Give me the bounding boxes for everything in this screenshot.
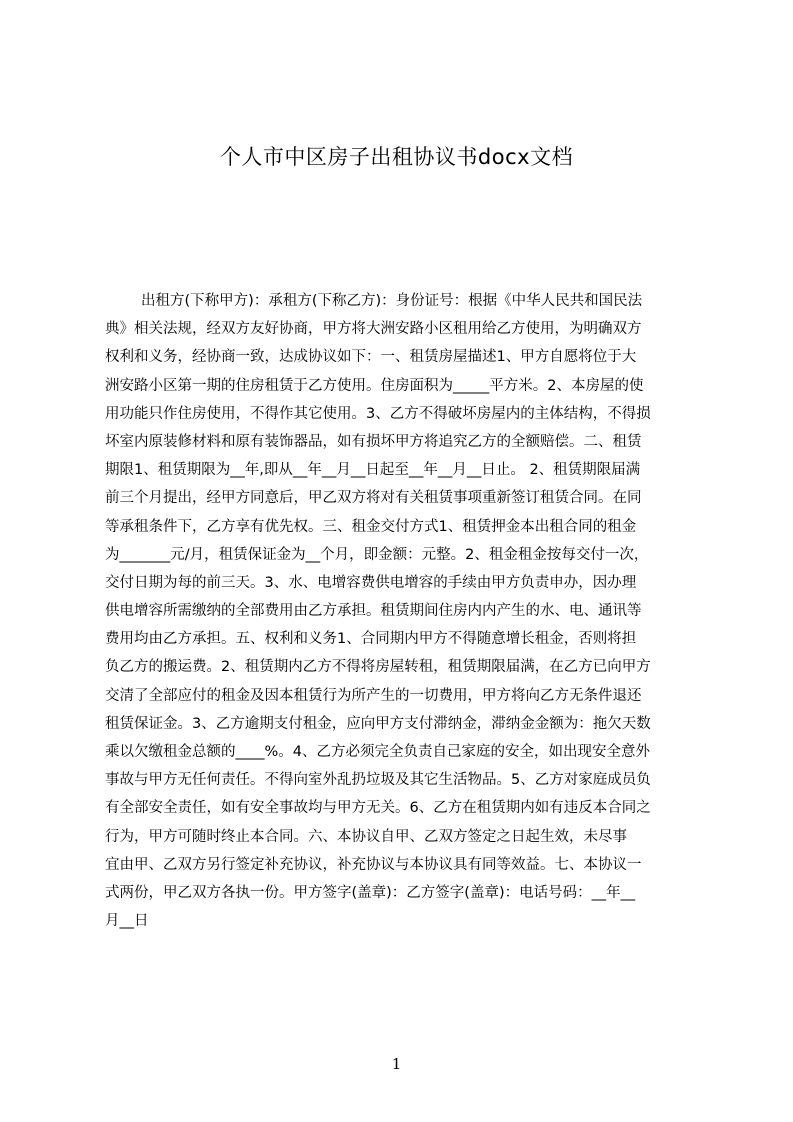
- body-line: 洲安路小区第一期的住房租赁于乙方使用。住房面积为_____平方米。2、本房屋的使: [105, 377, 644, 394]
- body-line: 负乙方的搬运费。2、租赁期内乙方不得将房屋转租，租赁期限届满，在乙方已向甲方: [105, 659, 651, 676]
- body-line: 等承租条件下，乙方享有优先权。三、租金交付方式1、租赁押金本出租合同的租金: [105, 518, 637, 535]
- body-line: 交付日期为每的前三天。3、水、电增容费供电增容的手续由甲方负责申办，因办理: [105, 574, 637, 591]
- body-line: 租赁保证金。3、乙方逾期支付租金，应向甲方支付滞纳金，滞纳金金额为：拖欠天数: [105, 715, 651, 732]
- body-line: 权利和义务，经协商一致，达成协议如下：一、租赁房屋描述1、甲方自愿将位于大: [105, 349, 637, 366]
- body-line: 宜由甲、乙双方另行签定补充协议，补充协议与本协议具有同等效益。七、本协议一: [105, 856, 642, 873]
- body-line: 乘以欠缴租金总额的____%。4、乙方必须完全负责自己家庭的安全，如出现安全意外: [105, 744, 651, 760]
- body-line: 供电增容所需缴纳的全部费用由乙方承担。租赁期间住房内内产生的水、电、通讯等: [105, 603, 642, 620]
- body-line: 为_______元/月，租赁保证金为__个月，即金额：元整。2、租金租金按每交付一次，: [105, 546, 649, 563]
- document-body: [105, 287, 698, 935]
- body-line: 式两份，甲乙双方各执一份。甲方签字(盖章)：乙方签字(盖章)：电话号码：__年__: [105, 884, 636, 901]
- body-line: 行为，甲方可随时终止本合同。六、本协议自甲、乙双方签定之日起生效，未尽事: [105, 828, 627, 845]
- body-line: 前三个月提出，经甲方同意后，甲乙双方将对有关租赁事项重新签订租赁合同。在同: [105, 490, 642, 507]
- body-line: 有全部安全责任，如有安全事故均与甲方无关。6、乙方在租赁期内如有违反本合同之: [105, 800, 651, 817]
- body-line: 期限1、租赁期限为__年,即从__年__月__日起至__年__月__日止。 2、租赁期限届满: [105, 462, 641, 479]
- body-line: 费用均由乙方承担。五、权利和义务1、合同期内甲方不得随意增长租金，否则将担: [105, 631, 637, 648]
- body-line: 典》相关法规，经双方友好协商，甲方将大洲安路小区租用给乙方使用，为明确双方: [105, 321, 642, 338]
- body-line: 交清了全部应付的租金及因本租赁行为所产生的一切费用，甲方将向乙方无条件退还: [105, 687, 642, 704]
- body-line: 出租方(下称甲方)：承租方(下称乙方)：身份证号：根据《中华人民共和国民法: [141, 293, 643, 309]
- body-line: 用功能只作住房使用，不得作其它使用。3、乙方不得破坏房屋内的主体结构，不得损: [105, 405, 651, 422]
- body-line: 坏室内原装修材料和原有装饰器品，如有损坏甲方将追究乙方的全额赔偿。二、租赁: [105, 433, 642, 450]
- document-title: 个人市中区房子出租协议书docx文档: [219, 145, 574, 169]
- page-number: 1: [391, 1055, 402, 1073]
- body-line: 月__日: [105, 913, 149, 930]
- body-line: 事故与甲方无任何责任。不得向室外乱扔垃圾及其它生活物品。5、乙方对家庭成员负: [105, 772, 651, 789]
